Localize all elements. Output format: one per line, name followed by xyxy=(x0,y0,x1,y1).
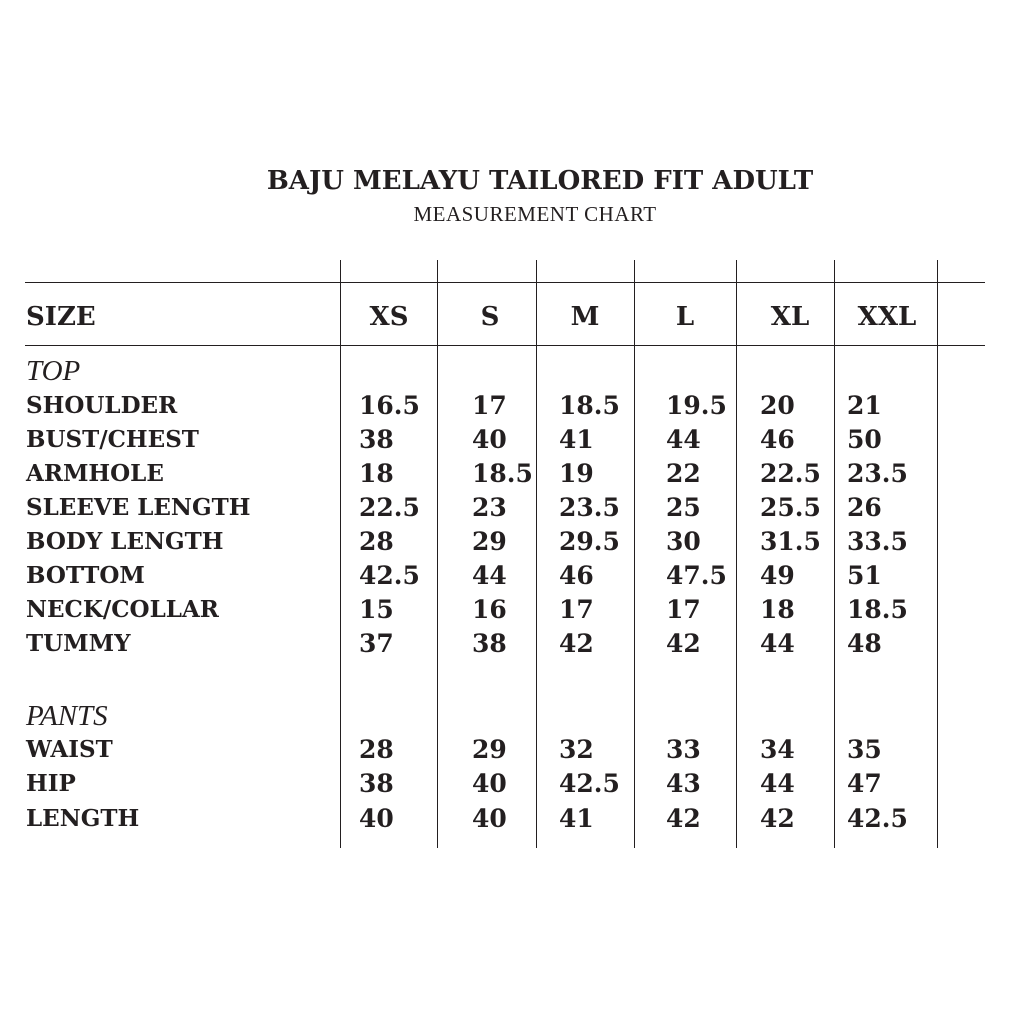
row-label: TUMMY xyxy=(26,630,131,657)
cell-value: 41 xyxy=(559,804,594,833)
cell-value: 23 xyxy=(472,493,507,522)
cell-value: 31.5 xyxy=(760,527,821,556)
cell-value: 44 xyxy=(760,629,795,658)
cell-value: 16 xyxy=(472,595,507,624)
table-row xyxy=(0,389,1024,423)
row-label: BODY LENGTH xyxy=(26,528,224,555)
cell-value: 40 xyxy=(359,804,394,833)
cell-value: 42.5 xyxy=(847,804,908,833)
cell-value: 50 xyxy=(847,425,882,454)
cell-value: 17 xyxy=(472,391,507,420)
row-label: BUST/CHEST xyxy=(26,426,199,453)
cell-value: 42 xyxy=(760,804,795,833)
cell-value: 22 xyxy=(666,459,701,488)
size-header-l: L xyxy=(675,302,695,332)
size-header-xl: XL xyxy=(770,302,810,332)
cell-value: 40 xyxy=(472,425,507,454)
cell-value: 46 xyxy=(760,425,795,454)
cell-value: 47.5 xyxy=(666,561,727,590)
size-header-m: M xyxy=(570,302,600,332)
cell-value: 18.5 xyxy=(472,459,533,488)
cell-value: 48 xyxy=(847,629,882,658)
row-label: SHOULDER xyxy=(26,392,178,419)
cell-value: 23.5 xyxy=(847,459,908,488)
size-header-label: SIZE xyxy=(26,302,96,332)
cell-value: 34 xyxy=(760,735,795,764)
cell-value: 38 xyxy=(359,769,394,798)
table-row xyxy=(0,627,1024,661)
cell-value: 33 xyxy=(666,735,701,764)
cell-value: 18.5 xyxy=(559,391,620,420)
cell-value: 29.5 xyxy=(559,527,620,556)
table-row xyxy=(0,457,1024,491)
cell-value: 37 xyxy=(359,629,394,658)
cell-value: 42 xyxy=(559,629,594,658)
cell-value: 46 xyxy=(559,561,594,590)
cell-value: 22.5 xyxy=(359,493,420,522)
header-top-rule xyxy=(25,282,985,283)
cell-value: 51 xyxy=(847,561,882,590)
section-label-top: TOP xyxy=(26,355,81,387)
cell-value: 25.5 xyxy=(760,493,821,522)
cell-value: 18 xyxy=(359,459,394,488)
cell-value: 22.5 xyxy=(760,459,821,488)
table-row xyxy=(0,767,1024,801)
row-label: WAIST xyxy=(26,736,113,763)
cell-value: 47 xyxy=(847,769,882,798)
table-row xyxy=(0,525,1024,559)
cell-value: 33.5 xyxy=(847,527,908,556)
cell-value: 26 xyxy=(847,493,882,522)
table-row xyxy=(0,491,1024,525)
table-row xyxy=(0,802,1024,836)
cell-value: 40 xyxy=(472,804,507,833)
section-label-pants: PANTS xyxy=(26,700,108,732)
cell-value: 43 xyxy=(666,769,701,798)
cell-value: 40 xyxy=(472,769,507,798)
chart-subtitle: MEASUREMENT CHART xyxy=(413,202,657,226)
cell-value: 25 xyxy=(666,493,701,522)
row-label: LENGTH xyxy=(26,805,140,832)
cell-value: 28 xyxy=(359,527,394,556)
size-header-xs: XS xyxy=(369,302,409,332)
cell-value: 42 xyxy=(666,804,701,833)
cell-value: 18.5 xyxy=(847,595,908,624)
cell-value: 30 xyxy=(666,527,701,556)
row-label: ARMHOLE xyxy=(26,460,164,487)
cell-value: 19 xyxy=(559,459,594,488)
table-row xyxy=(0,733,1024,767)
cell-value: 41 xyxy=(559,425,594,454)
cell-value: 38 xyxy=(472,629,507,658)
cell-value: 20 xyxy=(760,391,795,420)
size-header-s: S xyxy=(480,302,500,332)
table-row xyxy=(0,559,1024,593)
cell-value: 16.5 xyxy=(359,391,420,420)
cell-value: 29 xyxy=(472,527,507,556)
cell-value: 21 xyxy=(847,391,882,420)
row-label: NECK/COLLAR xyxy=(26,596,219,623)
cell-value: 44 xyxy=(666,425,701,454)
cell-value: 32 xyxy=(559,735,594,764)
cell-value: 42.5 xyxy=(359,561,420,590)
cell-value: 42 xyxy=(666,629,701,658)
header-bottom-rule xyxy=(25,345,985,346)
cell-value: 15 xyxy=(359,595,394,624)
row-label: HIP xyxy=(26,770,76,797)
table-row xyxy=(0,593,1024,627)
cell-value: 29 xyxy=(472,735,507,764)
cell-value: 44 xyxy=(472,561,507,590)
row-label: BOTTOM xyxy=(26,562,145,589)
cell-value: 38 xyxy=(359,425,394,454)
cell-value: 28 xyxy=(359,735,394,764)
cell-value: 19.5 xyxy=(666,391,727,420)
size-header-xxl: XXL xyxy=(857,302,917,332)
cell-value: 49 xyxy=(760,561,795,590)
cell-value: 17 xyxy=(666,595,701,624)
row-label: SLEEVE LENGTH xyxy=(26,494,251,521)
table-row xyxy=(0,423,1024,457)
cell-value: 35 xyxy=(847,735,882,764)
cell-value: 18 xyxy=(760,595,795,624)
cell-value: 23.5 xyxy=(559,493,620,522)
cell-value: 42.5 xyxy=(559,769,620,798)
cell-value: 17 xyxy=(559,595,594,624)
cell-value: 44 xyxy=(760,769,795,798)
chart-title: BAJU MELAYU TAILORED FIT ADULT xyxy=(266,166,814,196)
